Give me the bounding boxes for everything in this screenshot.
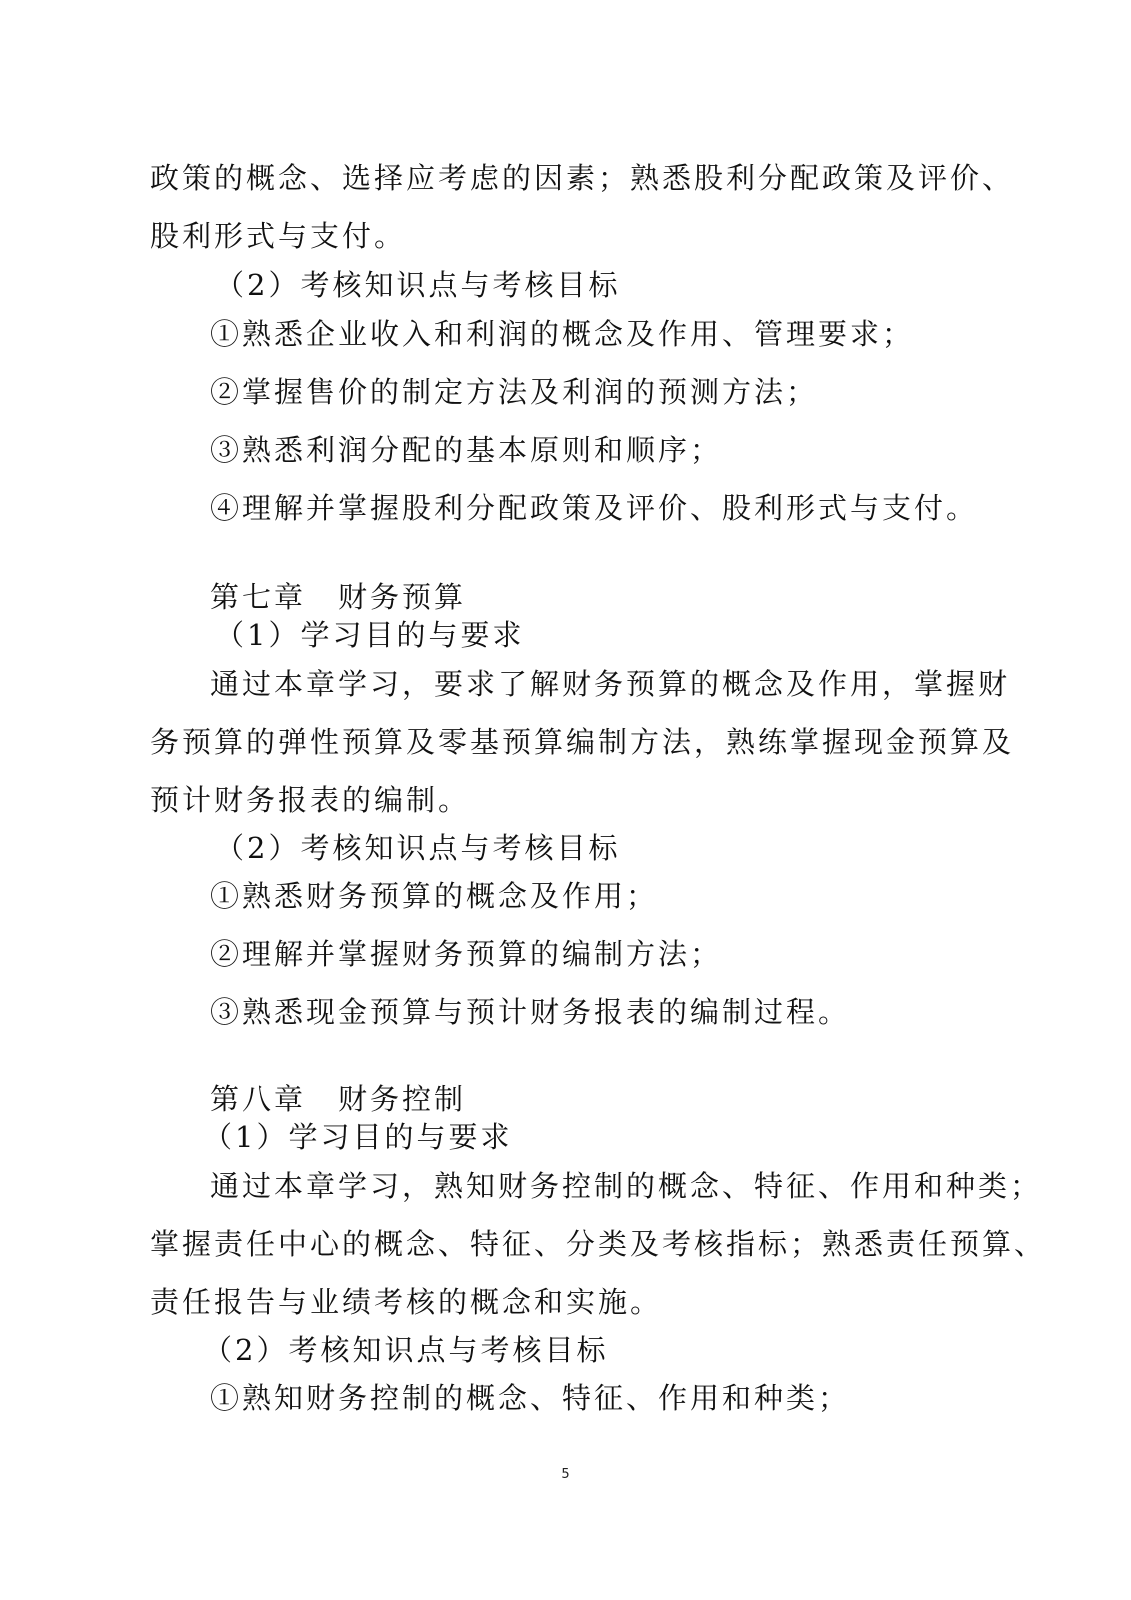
list-item: ②理解并掌握财务预算的编制方法； bbox=[210, 937, 723, 971]
paragraph-line: 通过本章学习，熟知财务控制的概念、特征、作用和种类； bbox=[210, 1169, 1043, 1203]
list-item: ③熟悉利润分配的基本原则和顺序； bbox=[210, 433, 723, 467]
subsection-heading: （2）考核知识点与考核目标 bbox=[215, 268, 621, 302]
subsection-heading: （2）考核知识点与考核目标 bbox=[215, 831, 621, 865]
list-item: ①熟悉财务预算的概念及作用； bbox=[210, 879, 659, 913]
list-item: ①熟悉企业收入和利润的概念及作用、管理要求； bbox=[210, 317, 915, 351]
paragraph-line: 通过本章学习，要求了解财务预算的概念及作用，掌握财 bbox=[210, 667, 1011, 701]
paragraph-line: 股利形式与支付。 bbox=[150, 219, 407, 253]
list-item: ②掌握售价的制定方法及利润的预测方法； bbox=[210, 375, 819, 409]
paragraph-line: 预计财务报表的编制。 bbox=[150, 783, 471, 817]
list-item: ③熟悉现金预算与预计财务报表的编制过程。 bbox=[210, 995, 851, 1029]
subsection-heading: （1）学习目的与要求 bbox=[203, 1120, 513, 1154]
paragraph-line: 务预算的弹性预算及零基预算编制方法，熟练掌握现金预算及 bbox=[150, 725, 1015, 759]
chapter-heading: 第八章 财务控制 bbox=[210, 1082, 467, 1116]
subsection-heading: （1）学习目的与要求 bbox=[215, 618, 525, 652]
subsection-heading: （2）考核知识点与考核目标 bbox=[203, 1333, 609, 1367]
page-number: 5 bbox=[561, 1467, 570, 1482]
paragraph-line: 政策的概念、选择应考虑的因素；熟悉股利分配政策及评价、 bbox=[150, 161, 1015, 195]
paragraph-line: 掌握责任中心的概念、特征、分类及考核指标；熟悉责任预算、 bbox=[150, 1227, 1047, 1261]
paragraph-line: 责任报告与业绩考核的概念和实施。 bbox=[150, 1285, 663, 1319]
list-item: ①熟知财务控制的概念、特征、作用和种类； bbox=[210, 1381, 851, 1415]
list-item: ④理解并掌握股利分配政策及评价、股利形式与支付。 bbox=[210, 491, 979, 525]
chapter-heading: 第七章 财务预算 bbox=[210, 580, 467, 614]
